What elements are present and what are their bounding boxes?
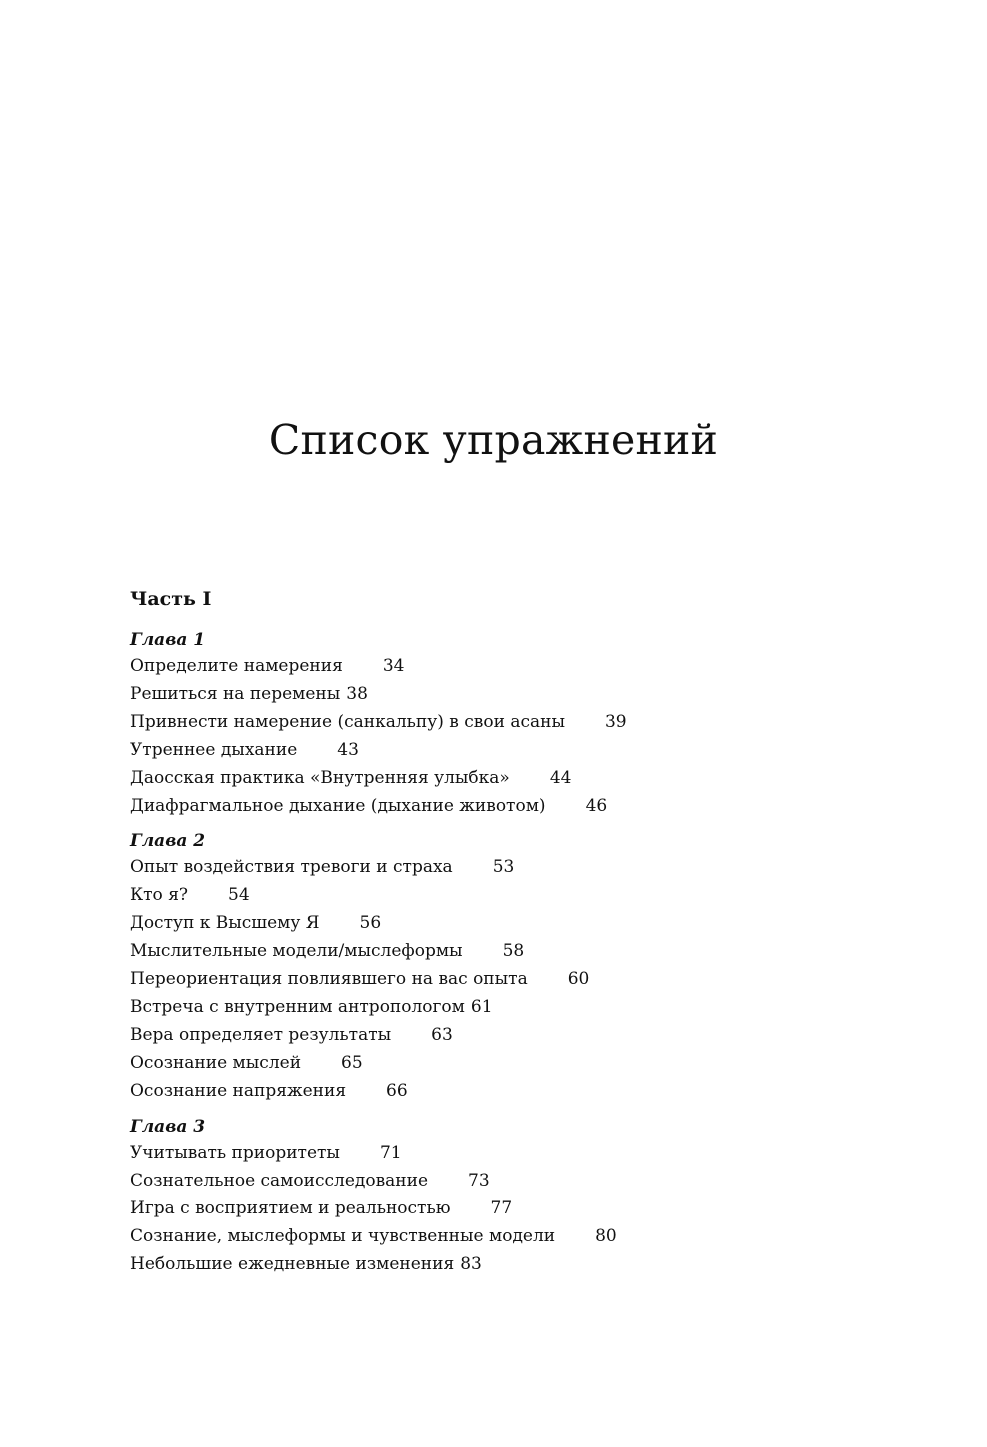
exercise-entry <box>130 1022 890 1050</box>
page-number: 77 <box>490 1198 513 1219</box>
exercise-title: Решиться на перемены <box>130 683 341 704</box>
part-heading: Часть I <box>130 588 212 610</box>
page-number: 83 <box>460 1254 482 1275</box>
exercise-entry <box>130 765 890 793</box>
exercise-list <box>130 585 890 1287</box>
exercise-entry <box>130 737 890 765</box>
exercise-title: Игра с восприятием и реальностью <box>130 1198 451 1219</box>
exercise-entry <box>130 1050 890 1078</box>
page-number: 71 <box>379 1142 402 1163</box>
exercise-entry <box>130 1195 890 1223</box>
page-number: 61 <box>470 996 493 1017</box>
exercise-entry <box>130 709 890 737</box>
chapter-heading: Глава 2 <box>130 831 206 852</box>
page-number: 39 <box>604 711 627 732</box>
page-number: 66 <box>386 1080 408 1101</box>
exercise-title: Осознание напряжения <box>130 1080 347 1101</box>
chapter-3 <box>130 1114 890 1280</box>
page-number: 43 <box>337 739 359 760</box>
exercise-entry <box>130 854 890 882</box>
exercise-title: Встреча с внутренним антропологом <box>130 996 465 1017</box>
chapter-1 <box>130 627 890 820</box>
exercise-title: Небольшие ежедневные изменения <box>130 1254 455 1275</box>
exercise-entry <box>130 994 890 1022</box>
exercise-entry <box>130 1140 890 1168</box>
exercise-entry <box>130 910 890 938</box>
exercise-title: Осознание мыслей <box>130 1052 302 1073</box>
page-title: Список упражнений <box>268 416 719 464</box>
chapter-entries <box>130 1140 890 1280</box>
chapter-entries <box>130 854 890 1105</box>
exercise-title: Учитывать приоритеты <box>130 1142 340 1163</box>
exercise-title: Доступ к Высшему Я <box>130 913 320 934</box>
exercise-title: Мыслительные модели/мыслеформы <box>130 941 463 962</box>
exercise-title: Диафрагмальное дыхание (дыхание животом) <box>130 795 546 816</box>
chapter-heading: Глава 3 <box>130 1116 206 1137</box>
chapter-2 <box>130 828 890 1105</box>
exercise-entry <box>130 1251 890 1279</box>
page-number: 80 <box>595 1226 617 1247</box>
exercise-title: Сознание, мыслеформы и чувственные модели <box>130 1226 556 1247</box>
page-number: 58 <box>502 941 525 962</box>
exercise-title: Опыт воздействия тревоги и страха <box>130 857 453 878</box>
chapter-entries <box>130 653 890 820</box>
exercise-entry <box>130 882 890 910</box>
page-number: 54 <box>228 885 250 906</box>
page-number: 56 <box>359 913 382 934</box>
exercise-title: Кто я? <box>130 885 189 906</box>
exercise-title: Сознательное самоисследование <box>130 1170 429 1191</box>
exercise-entry <box>130 1223 890 1251</box>
page-number: 44 <box>549 767 572 788</box>
page-number: 38 <box>346 683 368 704</box>
exercise-title: Даосская практика «Внутренняя улыбка» <box>130 767 510 788</box>
page-number: 63 <box>431 1024 453 1045</box>
exercise-entry <box>130 653 890 681</box>
exercise-title: Вера определяет результаты <box>130 1024 392 1045</box>
exercise-title: Утреннее дыхание <box>130 739 298 760</box>
page-number: 60 <box>567 969 590 990</box>
page-number: 34 <box>382 656 405 676</box>
exercise-title: Переориентация повлиявшего на вас опыта <box>130 969 528 990</box>
page-number: 46 <box>585 795 608 816</box>
exercise-title: Привнести намерение (санкальпу) в свои асаны <box>130 711 565 732</box>
chapter-heading: Глава 1 <box>130 630 206 650</box>
exercise-entry <box>130 793 890 821</box>
page-number: 65 <box>341 1052 363 1073</box>
page-number: 53 <box>492 857 515 878</box>
exercise-entry <box>130 938 890 966</box>
exercise-entry <box>130 681 890 709</box>
exercise-entry <box>130 966 890 994</box>
exercise-entry <box>130 1078 890 1106</box>
exercise-title: Определите намерения <box>130 656 343 676</box>
exercise-entry <box>130 1168 890 1196</box>
page-number: 73 <box>468 1170 490 1191</box>
